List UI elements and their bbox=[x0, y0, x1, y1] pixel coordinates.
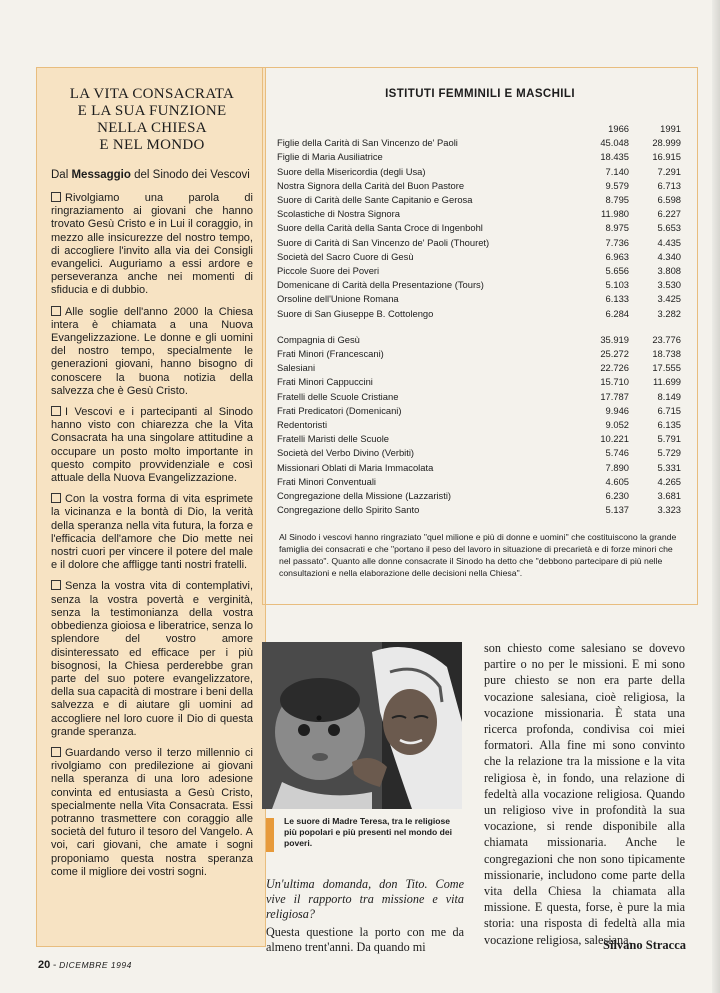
footer-separator: - bbox=[53, 960, 57, 971]
page-number: 20 bbox=[38, 959, 51, 971]
checkbox-square-icon bbox=[51, 747, 61, 757]
value-1966: 8.795 bbox=[605, 194, 629, 206]
institute-name: Società del Verbo Divino (Verbiti) bbox=[277, 447, 415, 459]
column-header-1991: 1991 bbox=[660, 123, 681, 134]
value-1991: 5.791 bbox=[657, 433, 681, 445]
sidebar-paragraph bbox=[51, 306, 253, 398]
table-row bbox=[277, 193, 683, 207]
institute-name: Società del Sacro Cuore di Gesù bbox=[277, 250, 414, 262]
table-row bbox=[277, 432, 683, 446]
value-1991: 16.915 bbox=[652, 151, 681, 163]
table-row bbox=[277, 461, 683, 475]
value-1991: 4.340 bbox=[657, 250, 681, 262]
table-row bbox=[277, 207, 683, 221]
value-1966: 9.946 bbox=[605, 404, 629, 416]
institute-name: Suore di Carità delle Sante Capitanio e Gerosa bbox=[277, 194, 473, 206]
issue-date: DICEMBRE 1994 bbox=[59, 960, 132, 970]
source-rest: del Sinodo dei Vescovi bbox=[134, 169, 250, 181]
value-1966: 15.710 bbox=[600, 376, 629, 388]
value-1991: 5.729 bbox=[657, 447, 681, 459]
value-1991: 18.738 bbox=[652, 348, 681, 360]
value-1966: 7.736 bbox=[605, 236, 629, 248]
male-institutes bbox=[277, 333, 683, 518]
sidebar-title-line: E LA SUA FUNZIONE bbox=[77, 103, 227, 119]
table-row bbox=[277, 503, 683, 517]
institute-name: Frati Minori (Francescani) bbox=[277, 348, 384, 360]
table-row bbox=[277, 264, 683, 278]
institute-name: Figlie di Maria Ausiliatrice bbox=[277, 151, 383, 163]
table-row bbox=[277, 250, 683, 264]
institute-name: Congregazione dello Spirito Santo bbox=[277, 504, 420, 516]
value-1991: 6.598 bbox=[657, 194, 681, 206]
institute-name: Compagnia di Gesù bbox=[277, 333, 360, 345]
institute-name: Fratelli delle Scuole Cristiane bbox=[277, 390, 399, 402]
sidebar-source bbox=[51, 168, 253, 182]
checkbox-square-icon bbox=[51, 580, 61, 590]
value-1966: 9.579 bbox=[605, 179, 629, 191]
author-byline: Silvano Stracca bbox=[603, 938, 686, 952]
institute-name: Scolastiche di Nostra Signora bbox=[277, 208, 400, 220]
value-1966: 45.048 bbox=[600, 137, 629, 149]
checkbox-square-icon bbox=[51, 406, 61, 416]
interview-answer-start: Questa questione la porto con me da almeno trent'anni. Da quando mi bbox=[266, 925, 464, 955]
sidebar-title-line: E NEL MONDO bbox=[99, 137, 205, 153]
page-footer bbox=[38, 959, 132, 971]
institute-name: Missionari Oblati di Maria Immacolata bbox=[277, 461, 434, 473]
institute-name: Frati Minori Conventuali bbox=[277, 475, 376, 487]
table-row bbox=[277, 236, 683, 250]
institute-name: Frati Predicatori (Domenicani) bbox=[277, 404, 402, 416]
caption-accent-bar bbox=[266, 818, 274, 852]
paragraph-text: Rivolgiamo una parola di ringraziamento ai giovani che hanno trovato Gesù Cristo e in Lui il coraggio, in mezzo alle insicurezze del nostro tempo, di accogliere l'invito alla via dei Consigli evangelici. Auguriamo a essi ardore e perseveranza anche nei momenti di sfiducia e di dubbio. bbox=[51, 192, 253, 297]
value-1966: 9.052 bbox=[605, 419, 629, 431]
institute-name: Salesiani bbox=[277, 362, 316, 374]
checkbox-square-icon bbox=[51, 493, 61, 503]
value-1966: 5.103 bbox=[605, 279, 629, 291]
value-1991: 3.808 bbox=[657, 265, 681, 277]
section-gap bbox=[277, 321, 683, 333]
institute-name: Redentoristi bbox=[277, 419, 328, 431]
checkbox-square-icon bbox=[51, 306, 61, 316]
value-1991: 3.681 bbox=[657, 490, 681, 502]
table-row bbox=[277, 361, 683, 375]
value-1991: 8.149 bbox=[657, 390, 681, 402]
table-row bbox=[277, 278, 683, 292]
paragraph-text: Senza la vostra vita di contemplativi, senza la vostra povertà e verginità, senza la testimonianza della vostra obbedienza gioiosa e liberatrice, senza lo splendore del vostro amore disinteressato ed efficace per i più bisognosi, la Chiesa perderebbe gran parte del suo potere evangelizzatore, della sua capacità di mostrare i beni della salvezza e di aiutare gli uomini ad accogliere nel loro cuore il Dio di questa grande speranza. bbox=[51, 580, 253, 738]
value-1966: 8.975 bbox=[605, 222, 629, 234]
value-1991: 4.265 bbox=[657, 475, 681, 487]
value-1991: 6.713 bbox=[657, 179, 681, 191]
caption-text: Le suore di Madre Teresa, tra le religiose più popolari e più presenti nel mondo dei poveri. bbox=[284, 816, 453, 848]
value-1991: 6.135 bbox=[657, 419, 681, 431]
sidebar-paragraph bbox=[51, 406, 253, 485]
value-1966: 11.980 bbox=[601, 208, 629, 220]
value-1991: 23.776 bbox=[652, 333, 681, 345]
paragraph-text: Guardando verso il terzo millennio ci rivolgiamo con predilezione ai giovani nella speranza di una loro adesione convinta ed entusiasta a Gesù Cristo, specialmente nella Vita Consacrata. Essi potranno trasmettere con coraggio alle società del futuro il tesoro del Vangelo. A voi, cari giovani, che amate i sogni proponiamo questa nostra speranza come il migliore dei vostri sogni. bbox=[51, 746, 253, 878]
value-1966: 25.272 bbox=[600, 348, 629, 360]
statistics-table bbox=[277, 122, 683, 517]
paragraph-text: I Vescovi e i partecipanti al Sinodo hanno visto con chiarezza che la Vita Consacrata ha una singolare attitudine a occupare un posto molto importante in questo compito provvidenziale e così attuale della Nuova Evangelizzazione. bbox=[51, 406, 253, 485]
value-1991: 17.555 bbox=[652, 362, 681, 374]
institute-name: Nostra Signora della Carità del Buon Pastore bbox=[277, 179, 465, 191]
institute-name: Suore di Carità di San Vincenzo de' Paoli (Thouret) bbox=[277, 236, 490, 248]
table-row bbox=[277, 221, 683, 235]
value-1991: 3.282 bbox=[657, 307, 681, 319]
table-row bbox=[277, 333, 683, 347]
institute-name: Orsoline dell'Unione Romana bbox=[277, 293, 399, 305]
value-1991: 5.331 bbox=[657, 461, 681, 473]
interview-question: Un'ultima domanda, don Tito. Come vive il rapporto tra missione e vita religiosa? bbox=[266, 877, 464, 922]
institute-name: Suore della Misericordia (degli Usa) bbox=[277, 165, 426, 177]
value-1966: 5.656 bbox=[605, 265, 629, 277]
value-1991: 3.530 bbox=[657, 279, 681, 291]
table-row bbox=[277, 375, 683, 389]
table-title: ISTITUTI FEMMINILI E MASCHILI bbox=[385, 88, 575, 100]
table-note: Al Sinodo i vescovi hanno ringraziato "quel milione e più di donne e uomini" che costituiscono la grande famiglia dei consacrati e che "portano il peso del lavoro in situazione di precarietà e di forze minori che nel passato". Quanto alle donne consacrate il Sinodo ha detto che "debbono partecipare di più nelle consultazioni e nella elaborazione delle decisioni nella Chiesa". bbox=[279, 532, 677, 579]
table-row bbox=[277, 307, 683, 321]
table-row bbox=[277, 390, 683, 404]
institute-name: Fratelli Maristi delle Scuole bbox=[277, 433, 390, 445]
table-row bbox=[277, 418, 683, 432]
column-header-1966: 1966 bbox=[608, 123, 629, 134]
table-row bbox=[277, 347, 683, 361]
value-1966: 10.221 bbox=[600, 433, 629, 445]
photo-illustration bbox=[262, 642, 462, 809]
value-1991: 6.227 bbox=[657, 208, 681, 220]
value-1991: 5.653 bbox=[657, 222, 681, 234]
value-1966: 17.787 bbox=[600, 390, 629, 402]
value-1966: 18.435 bbox=[600, 151, 629, 163]
paragraph-text: Con la vostra forma di vita esprimete la vicinanza e la bontà di Dio, la verità della speranza nella vita futura, la forza e l'efficacia dell'amore che Dio mette nei nostri cuori per vincere il potere del male e il dolore che affligge tanti nostri fratelli. bbox=[51, 493, 253, 572]
value-1966: 7.140 bbox=[605, 165, 629, 177]
interview-answer-continued: son chiesto come salesiano se dovevo partire o no per le missioni. E mi sono pure chiesto se non era parte della vocazione salesiana, cioè religiosa, la vocazione missionaria. È stata una ricerca profonda, condivisa coi miei formatori. Alla fine mi sono convinto che la relazione tra la missione e la vita religiosa è, in fondo, una relazione di fedeltà alla vocazione religiosa. Quando un religioso vive in profondità la sua vocazione, si rende disponibile alla chiamata missionaria. Anche le congregazioni che non sono tipicamente missionarie, includono come parte della vita della Chiesa la chiamata alla missione. E questa, forse, è pure la mia storia: una risposta di fedeltà alla mia vocazione religiosa, salesiana. bbox=[484, 641, 685, 947]
sidebar-title bbox=[51, 86, 253, 154]
table-row bbox=[277, 475, 683, 489]
sidebar-paragraph bbox=[51, 493, 253, 572]
table-header-row bbox=[277, 122, 683, 136]
value-1966: 4.605 bbox=[605, 475, 629, 487]
photo-nun-with-child bbox=[262, 642, 462, 809]
value-1966: 6.284 bbox=[605, 307, 629, 319]
institute-name: Frati Minori Cappuccini bbox=[277, 376, 373, 388]
statistics-box bbox=[262, 67, 698, 605]
value-1991: 11.699 bbox=[653, 376, 681, 388]
sidebar-box bbox=[36, 67, 266, 947]
sidebar-title-line: NELLA CHIESA bbox=[97, 120, 207, 136]
table-row bbox=[277, 292, 683, 306]
institute-name: Figlie della Carità di San Vincenzo de' Paoli bbox=[277, 137, 458, 149]
table-row bbox=[277, 489, 683, 503]
value-1966: 22.726 bbox=[600, 362, 629, 374]
value-1966: 6.230 bbox=[605, 490, 629, 502]
value-1966: 5.137 bbox=[605, 504, 629, 516]
page-binding-edge bbox=[712, 0, 720, 993]
value-1991: 7.291 bbox=[657, 165, 681, 177]
female-institutes bbox=[277, 136, 683, 321]
institute-name: Congregazione della Missione (Lazzaristi) bbox=[277, 490, 452, 502]
table-row bbox=[277, 446, 683, 460]
table-row bbox=[277, 404, 683, 418]
institute-name: Suore della Carità della Santa Croce di Ingenbohl bbox=[277, 222, 483, 234]
paragraph-text: Alle soglie dell'anno 2000 la Chiesa intera è chiamata a una Nuova Evangelizzazione. Le donne e gli uomini del nostro tempo, specialmente le generazioni giovani, hanno bisogno di conoscere la buona notizia della salvezza che è Gesù Cristo. bbox=[51, 305, 253, 397]
table-row bbox=[277, 179, 683, 193]
value-1966: 35.919 bbox=[600, 333, 629, 345]
institute-name: Suore di San Giuseppe B. Cottolengo bbox=[277, 307, 434, 319]
sidebar-title-line: LA VITA CONSACRATA bbox=[69, 86, 235, 102]
photo-caption bbox=[262, 812, 462, 862]
value-1966: 6.133 bbox=[605, 293, 629, 305]
value-1991: 3.425 bbox=[657, 293, 681, 305]
value-1966: 6.963 bbox=[605, 250, 629, 262]
institute-name: Domenicane di Carità della Presentazione (Tours) bbox=[277, 279, 484, 291]
source-prefix: Dal bbox=[51, 169, 69, 181]
value-1991: 3.323 bbox=[657, 504, 681, 516]
table-row bbox=[277, 136, 683, 150]
value-1991: 6.715 bbox=[657, 404, 681, 416]
value-1966: 7.890 bbox=[605, 461, 629, 473]
sidebar-paragraph bbox=[51, 192, 253, 298]
source-bold: Messaggio bbox=[71, 169, 131, 181]
value-1966: 5.746 bbox=[605, 447, 629, 459]
table-row bbox=[277, 150, 683, 164]
checkbox-square-icon bbox=[51, 192, 61, 202]
value-1991: 28.999 bbox=[652, 137, 681, 149]
institute-name: Piccole Suore dei Poveri bbox=[277, 265, 380, 277]
sidebar-paragraph bbox=[51, 580, 253, 738]
value-1991: 4.435 bbox=[657, 236, 681, 248]
table-row bbox=[277, 165, 683, 179]
sidebar-paragraph bbox=[51, 747, 253, 879]
